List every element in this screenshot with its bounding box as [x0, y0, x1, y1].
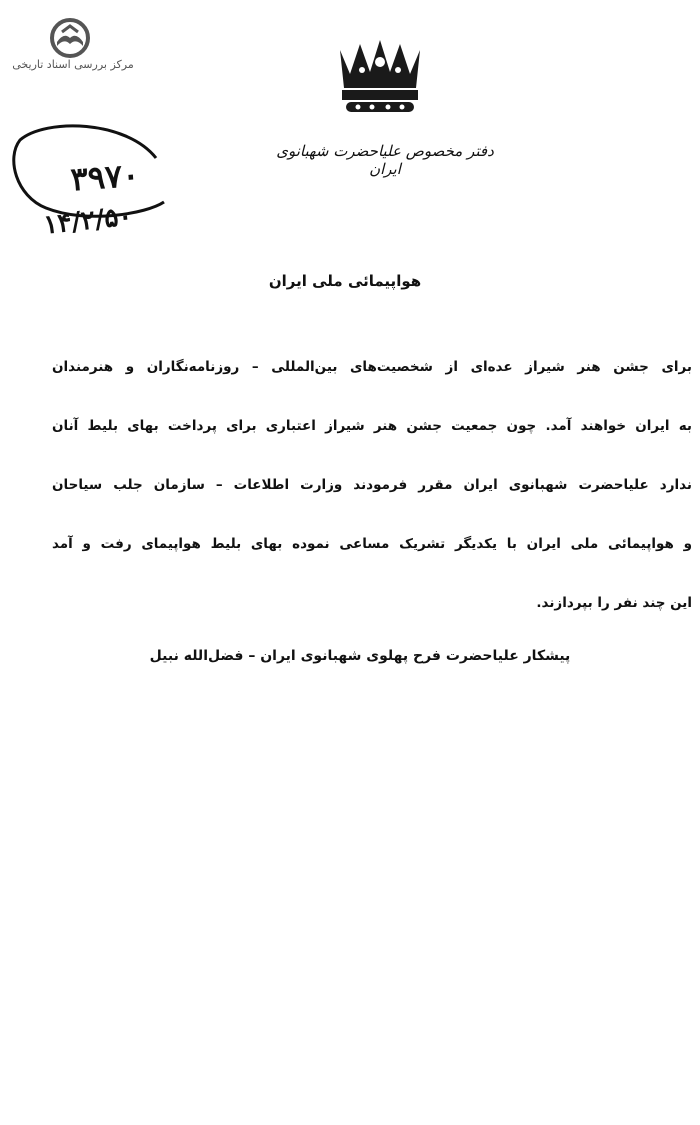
letter-body [52, 342, 692, 637]
pahlavi-crown-icon [332, 40, 428, 120]
body-line: ندارد علیاحضرت شهبانوی ایران مقرر فرمودند وزارت اطلاعات – سازمان جلب سیاحان [52, 477, 692, 493]
body-line: به ایران خواهند آمد. چون جمعیت جشن هنر شیراز اعتباری برای پرداخت بهای بلیط آنان [52, 418, 692, 434]
body-line: این چند نفر را بپردازند. [536, 595, 692, 611]
body-line: و هواپیمائی ملی ایران با یکدیگر تشریک مساعی نموده بهای بلیط هواپیمای رفت و آمد [52, 536, 692, 552]
letterhead-office-name: دفتر مخصوص علیاحضرت شهبانوی ایران [276, 142, 494, 178]
signature-line: پیشکار علیاحضرت فرح پهلوی شهبانوی ایران – فضل‌الله نبیل [149, 648, 571, 664]
open-book-logo-icon [48, 18, 92, 58]
registration-date: ۱۴/۲/۵۰ [42, 201, 134, 241]
watermark-text: مرکز بررسی اسناد تاریخی [12, 58, 134, 71]
body-line: برای جشن هنر شیراز عده‌ای از شخصیت‌های بین‌المللی – روزنامه‌نگاران و هنرمندان [52, 359, 692, 375]
recipient-heading: هواپیمائی ملی ایران [268, 272, 422, 290]
registration-number: ۳۹۷۰ [69, 155, 141, 199]
